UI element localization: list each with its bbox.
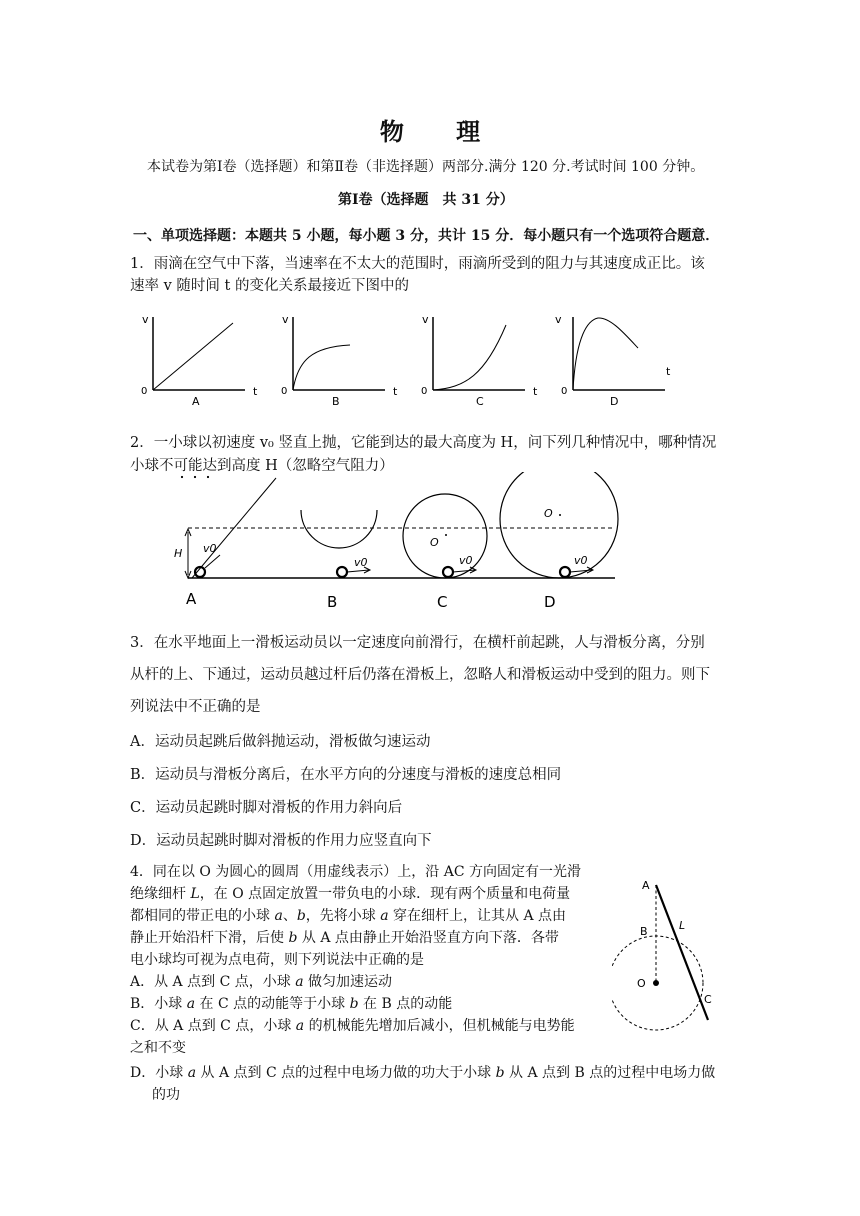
section-heading: 第Ⅰ卷（选择题 共 31 分） — [338, 192, 514, 208]
q4-label-o: O — [637, 977, 646, 990]
q2-height-label: H — [174, 547, 183, 560]
q2-d-circle — [500, 472, 618, 578]
q4-option-a: A．从 A 点到 C 点，小球 a 做匀加速运动 — [130, 974, 392, 990]
q4-label-a: A — [642, 879, 650, 892]
q3-stem-line1: 3．在水平地面上一滑板运动员以一定速度向前滑行，在横杆前起跳，人与滑板分离，分别 — [130, 635, 705, 651]
exam-intro: 本试卷为第Ⅰ卷（选择题）和第Ⅱ卷（非选择题）两部分.满分 120 分.考试时间 100 分钟。 — [147, 159, 705, 175]
q4-label-b: B — [640, 925, 648, 938]
q1-graph-c-label: C — [476, 395, 484, 408]
q4-figure — [612, 870, 722, 1035]
q1-graph-a — [141, 313, 258, 408]
q1-graph-c-curve — [433, 325, 506, 390]
q2-b-half-circle — [301, 510, 377, 548]
q3-stem-line2: 从杆的上、下通过，运动员越过杆后仍落在滑板上，忽略人和滑板运动中受到的阻力。则下 — [130, 667, 710, 683]
q1-graph-a-yaxis: v — [142, 313, 149, 326]
q2-c-velocity: v0 — [459, 554, 473, 567]
q4-stem-line2: 绝缘细杆 L，在 O 点固定放置一带负电的小球．现有两个质量和电荷量 — [130, 886, 571, 902]
q4-stem-line4: 静止开始沿杆下滑，后使 b 从 A 点由静止开始沿竖直方向下落．各带 — [130, 930, 559, 946]
q2-d-ball — [560, 567, 570, 577]
q1-stem-line2: 速率 v 随时间 t 的变化关系最接近下图中的 — [130, 278, 409, 294]
q1-graph-a-curve — [153, 323, 233, 390]
q4-option-b: B．小球 a 在 C 点的动能等于小球 b 在 B 点的动能 — [130, 996, 453, 1012]
q3-option-c: C．运动员起跳时脚对滑板的作用力斜向后 — [130, 800, 403, 816]
q2-c-ball — [443, 567, 453, 577]
q2-c-circle — [403, 494, 487, 578]
q1-graph-b-origin: 0 — [281, 386, 288, 397]
q1-graph-b-xaxis: t — [393, 385, 398, 398]
q4-center-dot — [653, 980, 659, 986]
q1-graph-c-xaxis: t — [533, 385, 538, 398]
q2-stem-line2: 小球不可能达到高度 H（忽略空气阻力） — [130, 458, 394, 474]
q1-graph-b-label: B — [332, 395, 340, 408]
q3-option-d: D．运动员起跳时脚对滑板的作用力应竖直向下 — [130, 833, 432, 849]
q1-stem-line1: 1．雨滴在空气中下落，当速率在不太大的范围时，雨滴所受到的阻力与其速度成正比。该 — [130, 256, 705, 272]
q1-graphs-figure — [130, 305, 690, 410]
q2-d-center-label: O — [544, 507, 553, 520]
q1-graph-c — [421, 313, 538, 408]
q2-b-velocity: v0 — [354, 556, 368, 569]
q2-option-c: C — [437, 593, 448, 611]
q1-graph-d-origin: 0 — [561, 386, 568, 397]
q2-option-b: B — [327, 593, 338, 611]
q4-option-c: C．从 A 点到 C 点，小球 a 的机械能先增加后减小，但机械能与电势能 — [130, 1018, 575, 1034]
q2-b-ball — [337, 567, 347, 577]
q2-option-a: A — [186, 590, 197, 608]
q2-stem-line1: 2．一小球以初速度 v₀ 竖直上抛，它能到达的最大高度为 H，问下列几种情况中，哪种情况 — [130, 435, 717, 451]
q4-option-d: D．小球 a 从 A 点到 C 点的过程中电场力做的功大于小球 b 从 A 点到 B 点的过程中电场力做 — [130, 1065, 716, 1081]
q1-graph-b-curve — [293, 345, 350, 390]
q4-stem-line1: 4．同在以 O 为圆心的圆周（用虚线表示）上，沿 AC 方向固定有一光滑 — [130, 864, 582, 880]
q4-stem-line3: 都相同的带正电的小球 a、b，先将小球 a 穿在细杆上，让其从 A 点由 — [130, 908, 567, 924]
q1-graph-a-origin: 0 — [141, 386, 148, 397]
q1-graph-d-xaxis: t — [666, 365, 671, 378]
q4-stem-line5: 电小球均可视为点电荷，则下列说法中正确的是 — [130, 952, 424, 968]
q2-figure — [165, 472, 625, 617]
q1-graph-d-label: D — [610, 395, 619, 408]
q3-stem-line3: 列说法中不正确的是 — [130, 699, 261, 715]
q4-option-c-cont: 之和不变 — [130, 1040, 186, 1056]
q1-graph-d-curve — [573, 318, 638, 390]
q1-graph-a-xaxis: t — [253, 385, 258, 398]
q3-option-b: B．运动员与滑板分离后，在水平方向的分速度与滑板的速度总相同 — [130, 767, 562, 783]
q2-d-velocity: v0 — [574, 554, 588, 567]
q1-graph-b-yaxis: v — [282, 313, 289, 326]
q3-option-a: A．运动员起跳后做斜抛运动，滑板做匀速运动 — [130, 734, 431, 750]
q4-rod-l — [656, 885, 708, 1020]
q1-graph-d-yaxis: v — [555, 313, 562, 326]
page-title: 物 理 — [379, 117, 503, 146]
q2-a-velocity: v0 — [203, 542, 217, 555]
q1-graph-d — [555, 313, 671, 408]
q2-c-center-label: O — [430, 536, 439, 549]
q4-option-d-cont: 的功 — [152, 1087, 180, 1103]
q1-graph-b — [281, 313, 398, 408]
part-heading: 一、单项选择题：本题共 5 小题，每小题 3 分，共计 15 分．每小题只有一个选项符合题意． — [133, 228, 720, 244]
q4-label-l: L — [679, 919, 686, 932]
q1-graph-c-origin: 0 — [421, 386, 428, 397]
q1-graph-c-yaxis: v — [422, 313, 429, 326]
q2-option-d: D — [544, 593, 556, 611]
q4-label-c: C — [704, 993, 712, 1006]
q1-graph-a-label: A — [192, 395, 200, 408]
